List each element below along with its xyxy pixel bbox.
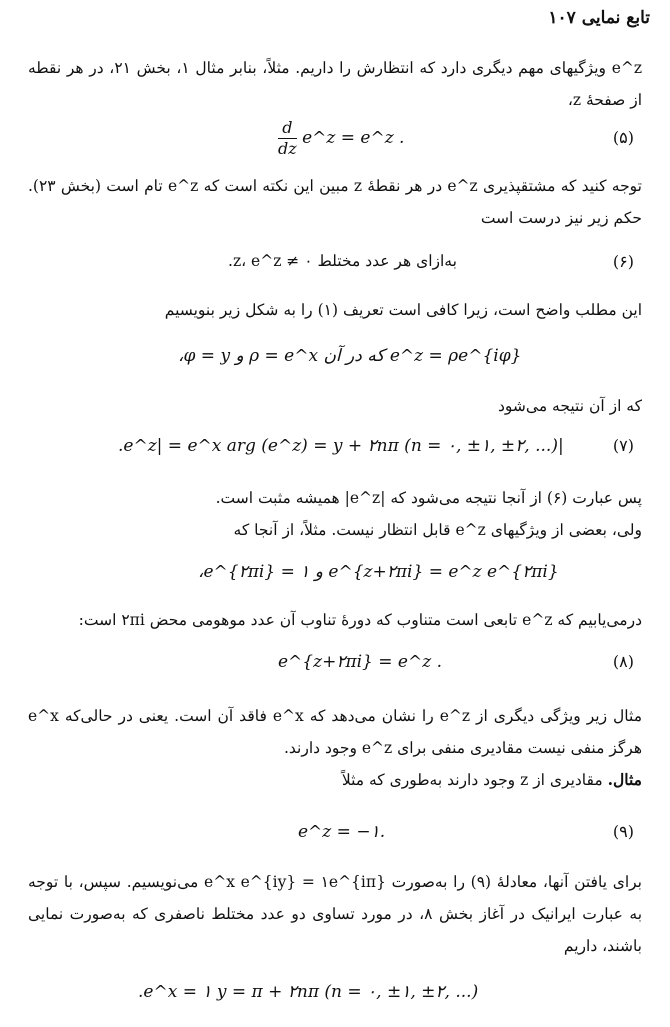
equation-8-body: e^{z+۲πi} = e^z . [278, 652, 442, 672]
equation-number: (۷) [612, 436, 634, 455]
equation-8 [28, 646, 642, 686]
equation-final [28, 976, 642, 1016]
equation-periodicity-body: e^{z+۲πi} = e^z e^{۲πi} و e^{۲πi} = ۱، [198, 562, 559, 582]
paragraph-7: درمی‌یابیم که e^z تابعی است متناوب که دورهٔ تناوب آن عدد موهومی محض ۲πi است: [78, 611, 642, 629]
equation-number: (۸) [612, 652, 634, 671]
fraction-denominator: dz [278, 139, 297, 158]
equation-definition [28, 340, 642, 380]
equation-5-body [278, 118, 404, 159]
equation-final-body: e^x = ۱ y = π + ۲nπ (n = ۰, ±۱, ±۲, ...). [138, 982, 479, 1002]
equation-periodicity [28, 556, 642, 596]
paragraph-4: که از آن نتیجه می‌شود [498, 397, 642, 415]
paragraph-6: ولی، بعضی از ویژگیهای e^z قابل انتظار نیست. مثلاً، از آنجا که [233, 521, 642, 539]
paragraph-3: این مطلب واضح است، زیرا کافی است تعریف (۱) را به شکل زیر بنویسیم [164, 301, 642, 319]
equation-6 [28, 246, 642, 286]
equation-6-body: به‌ازای هر عدد مختلط z، e^z ≠ ۰. [228, 252, 457, 270]
paragraph-9 [28, 764, 642, 796]
equation-definition-body: e^z = ρe^{iφ} که در آن ρ = e^x و φ = y، [178, 346, 522, 366]
running-header: تابع نمایی ۱۰۷ [548, 8, 650, 28]
paragraph-8: مثال زیر ویژگی دیگری از e^z را نشان می‌دهد که e^x فاقد آن است. یعنی در حالی‌که e^x هرگز منفی نیست مقادیری منفی برای e^z وجود دارند. [28, 707, 643, 757]
fraction-numerator: d [278, 118, 297, 139]
equation-5 [28, 118, 642, 158]
paragraph-10: برای یافتن آنها، معادلهٔ (۹) را به‌صورت e^x e^{iy} = ۱e^{iπ} می‌نویسیم. سپس، با توجه به عبارت ایرانیک در آغاز بخش ۸، در مورد تساوی دو عدد مختلط ناصفری که به‌صورت نمایی باشند، داریم [28, 873, 643, 955]
paragraph-5: پس عبارت (۶) از آنجا نتیجه می‌شود که |e^z| همیشه مثبت است. [215, 489, 642, 507]
equation-9-body: e^z = −۱. [298, 822, 386, 842]
example-label: مثال. [607, 770, 642, 789]
equation-number: (۶) [612, 252, 634, 271]
equation-7-body: |e^z| = e^x arg (e^z) = y + ۲nπ (n = ۰, ±۱, ±۲, ...). [118, 436, 564, 456]
equation-number: (۵) [612, 128, 634, 147]
paragraph-1: e^z ویژگیهای مهم دیگری دارد که انتظارش را داریم. مثلاً، بنابر مثال ۱، بخش ۲۱، در هر نقطه از صفحهٔ z، [28, 59, 643, 109]
equation-number: (۹) [612, 822, 634, 841]
equation-7 [28, 430, 642, 470]
equation-9 [28, 816, 642, 856]
derivative-fraction [278, 118, 297, 159]
equation-5-rest: e^z = e^z . [302, 128, 405, 148]
example-text: مقادیری از z وجود دارند به‌طوری که مثلاً [341, 771, 603, 789]
paragraph-2: توجه کنید که مشتقپذیری e^z در هر نقطهٔ z مبین این نکته است که e^z تام است (بخش ۲۳). حکم زیر نیز درست است [28, 177, 642, 227]
